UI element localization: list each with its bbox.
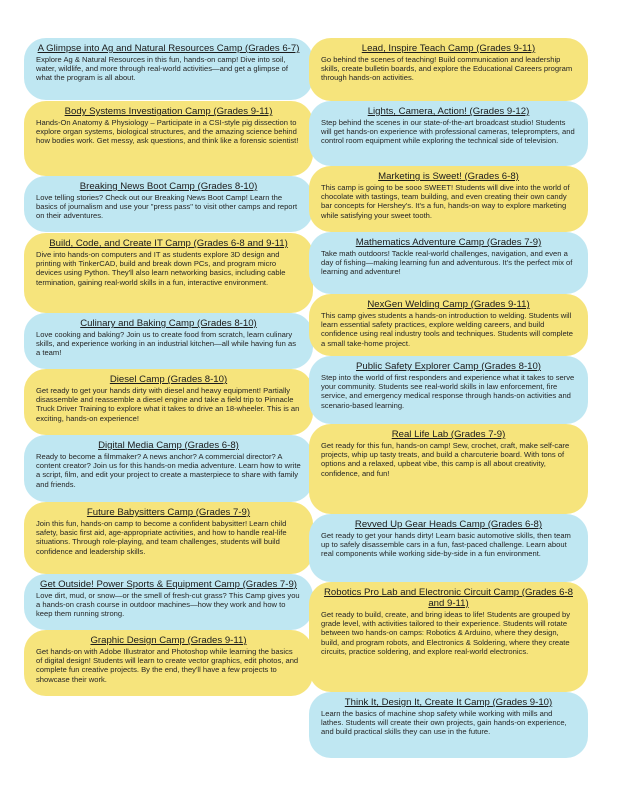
camp-card-public-safety — [309, 356, 588, 424]
camp-card-lead-inspire-teach — [309, 38, 588, 101]
camp-description: Hands-On Anatomy & Physiology – Participate in a CSI-style pig dissection to explore organ systems, biological structures, and the amazing science behind how bodies work. Get messy, ask questions, and think like a forensic scientist! — [36, 118, 299, 146]
camp-card-diesel — [24, 369, 313, 435]
camp-card-breaking-news — [24, 176, 313, 232]
camp-card-mathematics-adventure — [309, 232, 588, 294]
camp-description: Step behind the scenes in our state-of-the-art broadcast studio! Students will get hands-on experience with professional cameras, teleprompters, and control room equipment while exploring the technical side of television. — [321, 118, 575, 146]
camp-card-think-design-create — [309, 692, 588, 758]
camp-card-body-systems — [24, 101, 313, 176]
camp-card-graphic-design — [24, 630, 313, 696]
camp-description: This camp is going to be sooo SWEET! Students will dive into the world of chocolate with tastings, team building, and even creating their own candy bar concepts for Hershey's. It's a fun, hands-on way to explore marketing while satisfying your sweet tooth. — [321, 183, 570, 220]
camp-title: Real Life Lab (Grades 7-9) — [391, 429, 506, 440]
camp-title: Think It, Design It, Create It Camp (Grades 9-10) — [344, 697, 553, 708]
camp-title: Digital Media Camp (Grades 6-8) — [98, 440, 239, 451]
camp-description: Ready to become a filmmaker? A news anchor? A commercial director? A content creator? Join us for this hands-on media adventure. Learn how to write a script, film, and edit your project to create a masterpiece to share with family and friends. — [36, 452, 301, 489]
camp-title: Lights, Camera, Action! (Grades 9-12) — [367, 106, 530, 117]
camp-card-future-babysitters — [24, 502, 313, 574]
camp-description: Step into the world of first responders and experience what it takes to serve your community. Students see real-world skills in law enforcement, fire service, and emergency medical response through hands-on activities and scenario-based learning. — [321, 373, 575, 410]
camp-title: Future Babysitters Camp (Grades 7-9) — [86, 507, 251, 518]
camp-title: Revved Up Gear Heads Camp (Grades 6-8) — [354, 519, 543, 530]
camp-title: NexGen Welding Camp (Grades 9-11) — [367, 299, 530, 310]
camp-title: Robotics Pro Lab and Electronic Circuit Camp (Grades 6-8 and 9-11) — [323, 587, 573, 609]
camp-description: Get hands-on with Adobe Illustrator and Photoshop while learning the basics of digital design! Students will learn to create vector graphics, edit photos, and complete fun creative projects. By the end, they'll have a few projects to showcase their work. — [36, 647, 299, 684]
camp-description: Love cooking and baking? Join us to create food from scratch, learn culinary skills, and experience working in an industrial kitchen—all while having fun as a team! — [36, 330, 297, 358]
camp-card-nexgen-welding — [309, 294, 588, 356]
camp-description: Get ready for this fun, hands-on camp! Sew, crochet, craft, make self-care projects, whip up tasty treats, and build a charcuterie board. With tons of options and a relaxed, upbeat vibe, this camp is all about creativity, confidence, and fun! — [321, 441, 570, 478]
camp-description: Get ready to get your hands dirty! Learn basic automotive skills, then team up to safely disassemble cars in a fun, fast-paced challenge. Learn about real components while working side-by-side in a fun environment. — [321, 531, 571, 559]
camp-card-lights-camera-action — [309, 101, 588, 166]
camp-description: Love telling stories? Check out our Breaking News Boot Camp! Learn the basics of journalism and use your "press pass" to visit other camps and report on their adventures. — [36, 193, 298, 221]
camp-description: Take math outdoors! Tackle real-world challenges, navigation, and even a day of fishing—making learning fun and adventurous. It's the perfect mix of learning and adventure! — [321, 249, 573, 277]
camp-title: Mathematics Adventure Camp (Grades 7-9) — [355, 237, 542, 248]
camp-card-build-code-create-it — [24, 233, 313, 313]
camp-card-real-life-lab — [309, 424, 588, 514]
camp-card-digital-media — [24, 435, 313, 502]
camp-card-power-sports — [24, 574, 313, 630]
camp-title: Get Outside! Power Sports & Equipment Camp (Grades 7-9) — [39, 579, 297, 590]
camp-description: Dive into hands-on computers and IT as students explore 3D design and printing with TinkerCAD, build and break down PCs, and program micro devices using Python. They'll also learn networking basics, including cable termination, gaining real-world skills in a fun, interactive environment. — [36, 250, 286, 287]
camp-description: Get ready to get your hands dirty with diesel and heavy equipment! Partially disassemble and reassemble a diesel engine and take a field trip to Pinnacle Truck Driver Training to explore what it takes to drive an 18-wheeler. This is an exciting, hands-on experience! — [36, 386, 300, 423]
camp-description: Learn the basics of machine shop safety while working with mills and lathes. Students will create their own projects, gain hands-on experience, and build practical skills they can use in the future. — [321, 709, 567, 737]
camp-title: Body Systems Investigation Camp (Grades 9-11) — [64, 106, 273, 117]
camp-description: Join this fun, hands-on camp to become a confident babysitter! Learn child safety, basic first aid, age-appropriate activities, and how to handle real-life situations. Through role-playing, and team challenges, students will build confidence and leadership skills. — [36, 519, 287, 556]
camp-card-culinary-baking — [24, 313, 313, 369]
camp-description: This camp gives students a hands-on introduction to welding. Students will learn essential safety practices, explore welding careers, and build confidence using real industry tools and techniques. Students will complete a small take-home project. — [321, 311, 574, 348]
camp-description: Get ready to build, create, and bring ideas to life! Students are grouped by grade level, with activities tailored to their experience. Students will rotate between two hands-on camps: Robotics & Arduino, where they design, build, and program robots, and Electronics & Soldering, where they create circuits, practice soldering, and explore real-world electronics. — [321, 610, 571, 656]
camp-title: Public Safety Explorer Camp (Grades 8-10) — [355, 361, 542, 372]
camp-title: Marketing is Sweet! (Grades 6-8) — [378, 171, 519, 182]
camp-title: Diesel Camp (Grades 8-10) — [109, 374, 228, 385]
camp-card-robotics-pro-lab — [309, 582, 588, 692]
camp-description: Explore Ag & Natural Resources in this fun, hands-on camp! Dive into soil, water, wildlife, and more through real-world activities—and get a glimpse of what the program is all about. — [36, 55, 288, 83]
camp-card-marketing-sweet — [309, 166, 588, 232]
camp-title: Graphic Design Camp (Grades 9-11) — [90, 635, 247, 646]
camp-description: Go behind the scenes of teaching! Build communication and leadership skills, create bulletin boards, and explore the Educational Careers program through hands-on activities. — [321, 55, 573, 83]
camp-card-revved-up-gear-heads — [309, 514, 588, 582]
camp-title: Build, Code, and Create IT Camp (Grades 6-8 and 9-11) — [49, 238, 288, 249]
camp-title: Lead, Inspire Teach Camp (Grades 9-11) — [361, 43, 536, 54]
camp-title: A Glimpse into Ag and Natural Resources Camp (Grades 6-7) — [37, 43, 300, 54]
camp-title: Culinary and Baking Camp (Grades 8-10) — [80, 318, 257, 329]
camp-title: Breaking News Boot Camp (Grades 8-10) — [79, 181, 258, 192]
camp-card-ag-natural-resources — [24, 38, 313, 100]
camp-description: Love dirt, mud, or snow—or the smell of fresh-cut grass? This Camp gives you a hands-on crash course in outdoor machines—how they work and how to keep them running strong. — [36, 591, 300, 619]
